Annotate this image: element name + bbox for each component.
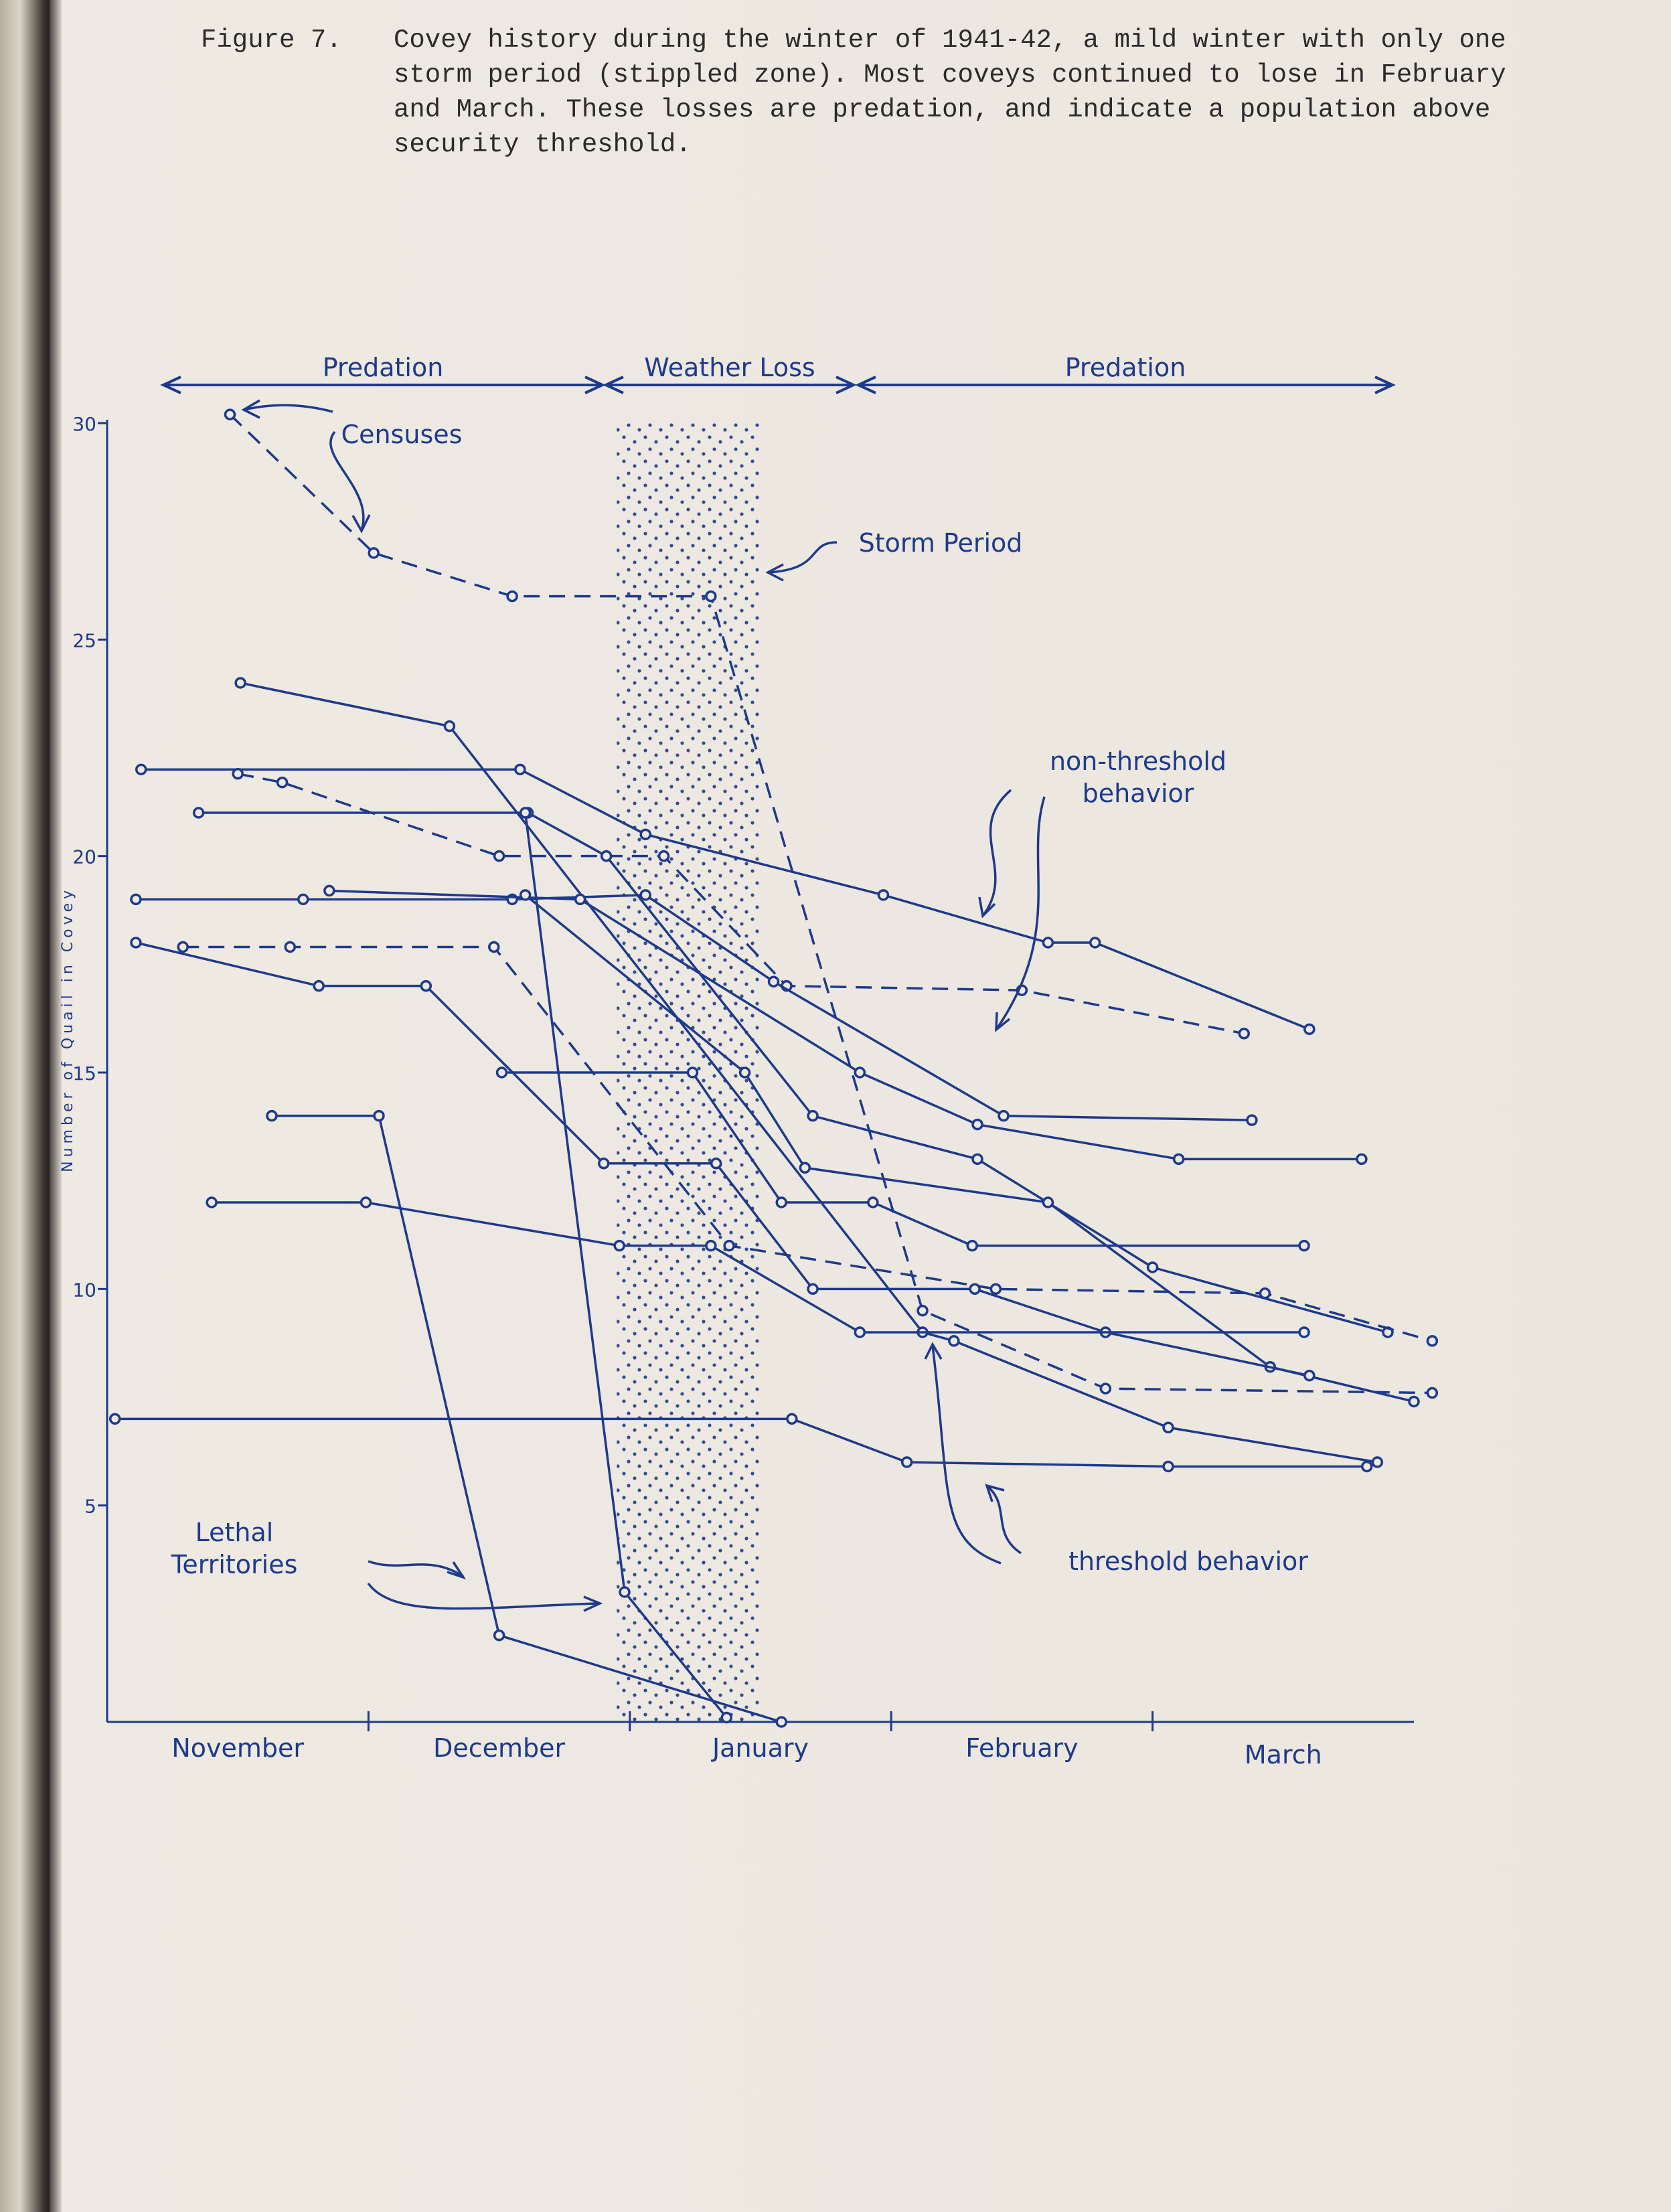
census-point xyxy=(495,1631,504,1640)
census-point xyxy=(225,410,234,419)
census-point xyxy=(178,942,187,951)
census-point xyxy=(207,1198,216,1207)
y-tick-label: 25 xyxy=(72,629,96,652)
census-point xyxy=(620,1587,629,1597)
census-point xyxy=(521,890,530,900)
census-point xyxy=(521,808,530,817)
census-point xyxy=(615,1241,624,1251)
census-point xyxy=(1260,1289,1269,1298)
census-point xyxy=(1043,1198,1052,1207)
x-tick-label-january: January xyxy=(712,1733,809,1763)
census-point xyxy=(878,890,888,900)
caption-text: Covey history during the winter of 1941-42, a mild winter with only one storm period (stippled zone). Most coveys continued to lose in February and March. These losses are predation, and indicate a population above security threshold. xyxy=(394,25,1506,159)
census-point xyxy=(1043,938,1052,947)
census-point xyxy=(1164,1462,1173,1471)
census-point xyxy=(1299,1328,1309,1337)
census-point xyxy=(1409,1397,1419,1406)
period-label: Predation xyxy=(322,353,444,382)
census-point xyxy=(1362,1462,1372,1471)
census-point xyxy=(233,769,242,779)
census-point xyxy=(361,1198,370,1207)
census-point xyxy=(777,1198,786,1207)
census-point xyxy=(1372,1457,1382,1467)
census-point xyxy=(489,942,499,951)
census-point xyxy=(131,938,141,947)
figure-label: Figure 7. xyxy=(201,25,342,55)
census-point xyxy=(973,1154,982,1164)
threshold-pointer-2 xyxy=(987,1486,1021,1553)
census-point xyxy=(495,852,504,861)
census-point xyxy=(131,894,141,904)
census-point xyxy=(973,1120,982,1129)
census-point xyxy=(659,852,669,861)
census-point xyxy=(706,592,716,601)
census-point xyxy=(688,1068,697,1077)
lethal-pointer-1 xyxy=(368,1561,463,1577)
census-point xyxy=(991,1284,1000,1293)
lethal-territories-label: Lethal xyxy=(195,1518,274,1547)
x-tick-label-february: February xyxy=(965,1733,1079,1763)
y-tick-label: 10 xyxy=(72,1279,96,1301)
census-point xyxy=(1299,1241,1309,1251)
census-point xyxy=(1164,1423,1173,1432)
x-tick-label-march: March xyxy=(1244,1740,1322,1769)
census-point xyxy=(1305,1371,1314,1380)
census-point xyxy=(576,894,585,904)
census-point xyxy=(1305,1024,1314,1034)
census-point xyxy=(299,894,308,904)
period-label: Weather Loss xyxy=(644,353,815,382)
covey-series-5 xyxy=(199,813,1388,1332)
census-point xyxy=(641,890,650,900)
censuses-label: Censuses xyxy=(341,420,463,449)
census-point xyxy=(314,981,323,991)
census-point xyxy=(777,1717,786,1727)
census-point xyxy=(641,830,650,839)
census-point xyxy=(599,1159,609,1168)
non-threshold-label: behavior xyxy=(1082,779,1194,808)
y-tick-label: 20 xyxy=(72,846,96,868)
census-point xyxy=(722,1713,731,1723)
census-point xyxy=(325,886,334,895)
censuses-pointer-1 xyxy=(244,405,333,412)
census-point xyxy=(712,1159,721,1168)
census-point xyxy=(1091,938,1100,947)
pointer-arrowhead xyxy=(353,515,370,531)
series-layer xyxy=(110,410,1437,1727)
non-threshold-pointer-1 xyxy=(983,790,1011,916)
census-point xyxy=(137,765,146,774)
census-point xyxy=(515,765,525,774)
census-point xyxy=(445,722,454,731)
census-point xyxy=(1427,1389,1437,1398)
census-point xyxy=(808,1111,817,1121)
census-point xyxy=(902,1457,912,1467)
lethal-pointer-2 xyxy=(368,1583,599,1609)
census-point xyxy=(800,1163,809,1172)
census-point xyxy=(1247,1115,1257,1125)
y-tick-label: 30 xyxy=(72,413,96,435)
census-point xyxy=(374,1111,384,1121)
census-point xyxy=(949,1336,959,1346)
census-point xyxy=(787,1414,797,1423)
lethal-territories-label: Territories xyxy=(171,1550,298,1579)
threshold-pointer-1 xyxy=(933,1346,1001,1563)
census-point xyxy=(1148,1263,1158,1272)
census-point xyxy=(194,808,204,817)
covey-series-2 xyxy=(240,683,1377,1462)
census-point xyxy=(740,1068,750,1077)
y-tick-label: 5 xyxy=(84,1495,96,1518)
storm-period-label: Storm Period xyxy=(858,528,1023,558)
census-point xyxy=(236,678,245,688)
census-point xyxy=(1239,1029,1249,1038)
census-point xyxy=(267,1111,276,1121)
census-point xyxy=(1427,1336,1437,1346)
y-tick-label: 15 xyxy=(72,1062,96,1085)
census-point xyxy=(421,981,430,991)
census-point xyxy=(970,1284,979,1293)
non-threshold-label: non-threshold xyxy=(1049,746,1227,776)
census-point xyxy=(999,1111,1008,1121)
census-point xyxy=(1101,1384,1110,1393)
census-point xyxy=(285,942,295,951)
census-point xyxy=(110,1414,120,1423)
census-point xyxy=(868,1198,878,1207)
census-point xyxy=(1174,1154,1184,1164)
threshold-behavior-label: threshold behavior xyxy=(1068,1547,1308,1576)
census-point xyxy=(497,1068,507,1077)
census-point xyxy=(724,1241,734,1251)
census-point xyxy=(602,852,611,861)
census-point xyxy=(855,1068,864,1077)
x-tick-label-november: November xyxy=(171,1733,305,1763)
census-point xyxy=(808,1284,817,1293)
census-point xyxy=(1357,1154,1366,1164)
period-label: Predation xyxy=(1064,353,1186,382)
y-axis-label: Number of Quail in Covey xyxy=(60,886,76,1172)
census-point xyxy=(706,1241,716,1251)
census-point xyxy=(918,1306,927,1316)
census-point xyxy=(369,548,378,558)
census-point xyxy=(769,977,779,986)
census-point xyxy=(855,1328,864,1337)
census-point xyxy=(967,1241,977,1251)
x-tick-label-december: December xyxy=(433,1733,566,1763)
census-point xyxy=(507,592,517,601)
census-point xyxy=(278,778,287,787)
